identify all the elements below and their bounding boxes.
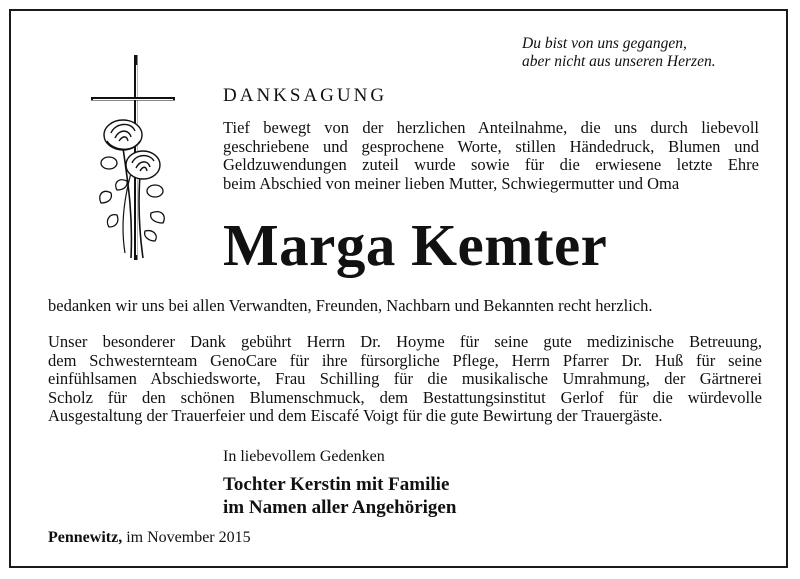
signer-line: im Namen aller Angehörigen [223,497,457,518]
body-line: Ausgestaltung der Trauerfeier und dem Eiscafé Voigt für die gute Bewirtung der Trauergäste. [48,406,663,426]
place-and-date [48,529,251,547]
motto-line-1: Du bist von uns gegangen, [522,35,687,52]
intro-line: Tief bewegt von der herzlichen Anteilnahme, die uns durch liebevoll [223,118,759,137]
motto-line-2: aber nicht aus unseren Herzen. [522,53,716,70]
place-name: Pennewitz, [48,529,123,546]
motto-quote [522,35,752,71]
intro-line: beim Abschied von meiner lieben Mutter, Schwiegermutter und Oma [223,173,680,193]
body-line: dem Schwesternteam GenoCare für ihre fürsorgliche Pflege, Herrn Pfarrer Dr. Huß für seine [48,350,762,370]
date-text: im November 2015 [126,529,251,546]
body-line: Scholz für den schönen Blumenschmuck, dem Bestattungsinstitut Gerlof für die würdevolle [48,387,762,407]
intro-line: geschriebene und gesprochene Worte, stillen Händedruck, Blumen und [223,136,759,156]
closing-phrase: In liebevollem Gedenken [223,448,385,465]
intro-line: Geldzuwendungen zuteil wurde sowie für die erwiesene letzte Ehre [223,155,759,175]
thanks-line: bedanken wir uns bei allen Verwandten, Freunden, Nachbarn und Bekannten recht herzlich. [48,296,653,315]
intro-paragraph [223,119,759,193]
heading-danksagung: DANKSAGUNG [223,85,388,106]
signers [223,473,456,519]
body-line: Unser besonderer Dank gebührt Herrn Dr. Hoyme für seine gute medizinische Betreuung, [48,332,762,351]
signer-line: Tochter Kerstin mit Familie [223,474,450,495]
obituary-notice [9,9,788,568]
cross-with-roses-icon [83,53,183,263]
deceased-name: Marga Kemter [223,212,608,278]
special-thanks-paragraph [48,333,762,426]
body-line: einfühlsamen Abschiedsworte, Frau Schilling für die musikalische Umrahmung, der Gärtnerei [48,369,762,389]
